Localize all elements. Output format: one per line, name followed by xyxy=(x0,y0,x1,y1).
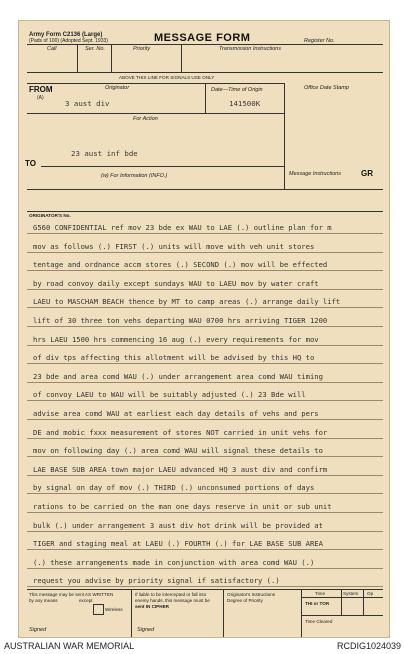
message-line: bulk (.) under arrangement 3 aust div hot drink will be provided at xyxy=(33,520,323,530)
ruled-line xyxy=(27,493,383,494)
message-line: lift of 30 three ton vehs departing WAU 0700 hrs arriving TIGER 1200 xyxy=(33,316,328,325)
message-line: rations to be carried on the man one days reserve in unit or sub unit xyxy=(33,502,332,511)
ruled-line xyxy=(27,382,383,383)
wireless-label: Wireless xyxy=(105,607,123,612)
message-line: mov as follows (.) FIRST (.) units will move with veh unit stores xyxy=(33,241,315,251)
originator-value: 3 aust div xyxy=(65,99,110,108)
message-line: by signal on day of mov (.) THIRD (.) unconsumed portions of days xyxy=(33,483,315,493)
army-form-number: Army Form C2136 (Large) xyxy=(29,32,103,38)
time-rule xyxy=(301,615,383,616)
transmission-label: Transmission Instructions xyxy=(219,46,281,52)
ruled-line xyxy=(27,531,383,532)
ser-no-label: Ser. No. xyxy=(85,46,105,52)
bottom-divider xyxy=(131,589,132,638)
capture-note-c: sent IN CIPHER xyxy=(135,604,169,609)
wireless-box[interactable] xyxy=(93,604,104,615)
message-line: LAE BASE SUB AREA town major LAEU advanced HQ 3 aust div and confirm xyxy=(33,464,328,474)
ruled-line xyxy=(27,475,383,476)
bottom-top-rule xyxy=(27,589,383,590)
archive-footer xyxy=(0,640,405,654)
header-rule xyxy=(27,44,383,45)
dto-divider xyxy=(205,83,206,113)
dto-value: 141500K xyxy=(229,99,261,108)
for-action-value: 23 aust inf bde xyxy=(71,149,138,158)
ruled-line xyxy=(27,252,383,253)
archive-credit: AUSTRALIAN WAR MEMORIAL xyxy=(4,641,135,651)
for-action-label: For Action xyxy=(133,116,158,122)
gr-label: GR xyxy=(361,169,373,178)
message-line: hrs LAEU 1500 hrs commencing 16 aug (.) every requirements for mov xyxy=(33,334,319,344)
message-line: advise area comd WAU at earliest each day details of vehs and pers xyxy=(33,409,319,418)
ruled-line xyxy=(27,512,383,513)
message-line: mov on following day (.) area comd WAU will signal these details to xyxy=(33,446,323,456)
dto-label: Date—Time of Origin xyxy=(211,87,263,93)
signed-label-2: Signed xyxy=(137,627,155,633)
message-line: TIGER and staging meal at LAEU (.) FOURTH (.) for LAE BASE SUB AREA xyxy=(33,539,323,549)
signals-use-note: ABOVE THIS LINE FOR SIGNALS USE ONLY xyxy=(119,75,215,80)
ruled-line xyxy=(27,289,383,290)
sent-note-c: except xyxy=(79,598,93,603)
bottom-divider xyxy=(363,589,364,615)
capture-note-b: enemy hands, this message must be xyxy=(135,598,210,603)
form-title: MESSAGE FORM xyxy=(154,32,251,44)
message-line: by road convoy daily except sundays WAU to LAEU mov by water craft xyxy=(33,278,319,288)
bottom-divider xyxy=(223,589,224,638)
message-line: of convoy LAEU to WAU will be suitably adjusted (.) 23 Bde will xyxy=(33,390,306,400)
stamp-divider xyxy=(284,83,285,189)
archive-id: RCDIG1024039 xyxy=(336,641,401,651)
col-divider xyxy=(111,44,112,72)
ruled-line xyxy=(27,345,383,346)
time-rule xyxy=(301,597,383,598)
ruled-line xyxy=(27,586,383,587)
info-label: (w) For Information (INFO.) xyxy=(101,173,168,179)
ruled-line xyxy=(27,456,383,457)
time-cleared-label: Time Cleared xyxy=(305,619,333,624)
from-bottom-rule xyxy=(27,113,285,114)
message-instructions-label: Message Instructions xyxy=(289,171,341,177)
signed-label: Signed xyxy=(29,627,47,633)
capture-note-a: If liable to be intercepted or fall into xyxy=(135,592,207,597)
ruled-line xyxy=(27,233,383,234)
message-line: G560 CONFIDENTIAL ref mov 23 bde ex WAU to LAE (.) outline plan for m xyxy=(33,223,332,232)
register-number-label: Register No. xyxy=(304,38,335,44)
message-line: DE and mobic fxxx measurement of stores NOT carried in unit vehs for xyxy=(33,427,328,437)
signals-rule xyxy=(27,72,383,73)
to-rule xyxy=(41,166,285,167)
op-label: Op xyxy=(367,591,374,596)
col-divider xyxy=(77,44,78,72)
sent-note-b: by any means xyxy=(29,598,58,603)
priority-label: Priority xyxy=(133,46,151,52)
sent-note-a: This message may be sent AS WRITTEN xyxy=(29,592,114,597)
originators-rule xyxy=(27,211,383,212)
message-line: of div tps affecting this allotment will be advised by this HQ to xyxy=(33,353,315,363)
from-label: FROM xyxy=(29,85,53,94)
originator-label: Originator xyxy=(105,85,130,91)
army-form-ref xyxy=(29,32,108,44)
degree-priority-label: Degree of Priority xyxy=(227,598,263,603)
thi-tor-label: THI or TOR xyxy=(305,601,330,606)
ruled-line xyxy=(27,568,383,569)
ruled-line xyxy=(27,438,383,439)
time-label: Time xyxy=(315,591,326,596)
to-label: TO xyxy=(25,159,36,168)
office-stamp-label: Office Date Stamp xyxy=(304,85,349,91)
message-form xyxy=(18,20,390,638)
ruled-line xyxy=(27,270,383,271)
ruled-line xyxy=(27,363,383,364)
from-sub-label: (A) xyxy=(37,95,44,101)
originator-instructions-label: Originator's Instructions xyxy=(227,592,276,597)
message-line: tentage and ordnance accm stores (.) SECOND (.) mov will be effected xyxy=(33,260,328,270)
ruled-line xyxy=(27,549,383,550)
message-line: (.) these arrangements made in conjunction with area comd WAU (.) xyxy=(33,557,315,567)
ruled-line xyxy=(27,307,383,308)
col-divider xyxy=(181,44,182,72)
bottom-divider xyxy=(341,589,342,615)
ruled-line xyxy=(27,326,383,327)
ruled-line xyxy=(27,419,383,420)
army-form-sub: (Pads of 100) (Adopted Sept. 1933) xyxy=(29,38,108,44)
originators-no-label: ORIGINATOR'S No. xyxy=(29,213,71,218)
message-line: request you advise by priority signal if satisfactory (.) xyxy=(33,576,280,586)
call-label: Call xyxy=(47,46,57,52)
to-bottom-rule xyxy=(27,189,383,190)
ruled-line xyxy=(27,400,383,401)
message-line: 23 bde and area comd WAU (.) under arrangement area comd WAU timing xyxy=(33,371,323,381)
from-top-rule xyxy=(27,83,285,84)
system-label: System xyxy=(343,591,359,596)
message-line: LAEU to MASCHAM BEACH thence by MT to camp areas (.) arrange daily lift xyxy=(33,297,341,307)
